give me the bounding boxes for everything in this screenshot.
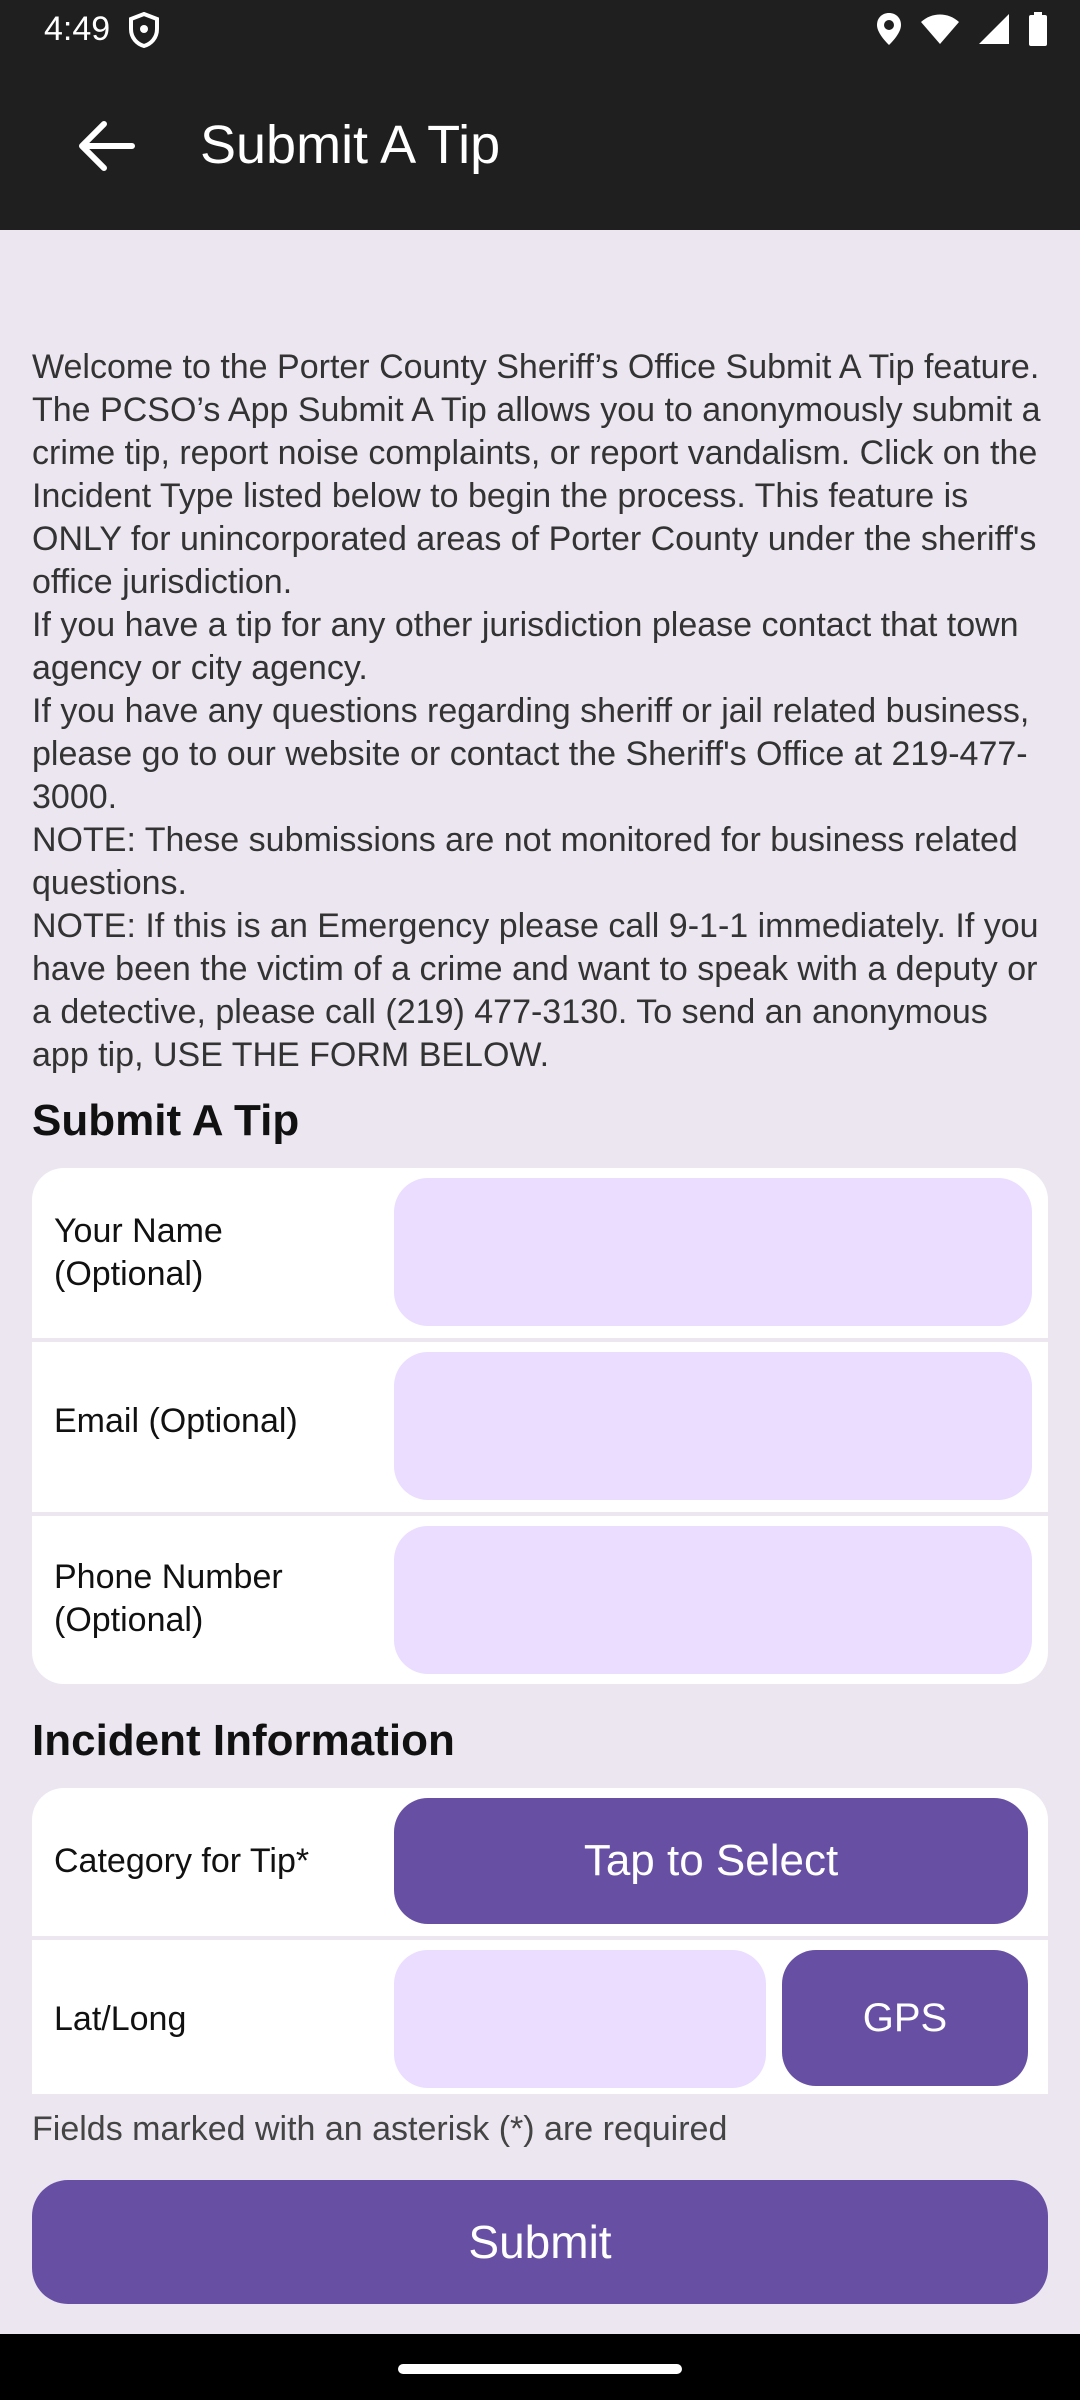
navigation-bar	[0, 2334, 1080, 2400]
phone-row	[32, 1516, 1048, 1684]
intro-text: Welcome to the Porter County Sheriff’s Office Submit A Tip feature. The PCSO’s App Submit A Tip allows you to anonymously submit a crime tip, report noise complaints, or report vandalism. Click on the Incident Type listed below to begin the process. This feature is ONLY for unincorporated areas of Porter County under the sheriff's office jurisdiction. If you have a tip for any other jurisdiction please contact that town agency or city agency. If you have any questions regarding sheriff or jail related business, please go to our website or contact the Sheriff's Office at 219-477-3000. NOTE: These submissions are not monitored for business related questions. NOTE: If this is an Emergency please call 9-1-1 immediately. If you have been the victim of a crime and want to speak with a deputy or a detective, please call (219) 477-3130. To send an anonymous app tip, USE THE FORM BELOW.	[32, 348, 1041, 1074]
phone-label: Phone Number (Optional)	[54, 1558, 283, 1639]
latlong-label: Lat/Long	[54, 2000, 187, 2038]
signal-icon	[978, 13, 1010, 50]
status-bar	[0, 0, 1080, 60]
email-label: Email (Optional)	[54, 1402, 298, 1440]
gps-button[interactable]: GPS	[782, 1950, 1028, 2086]
name-label: Your Name (Optional)	[54, 1212, 223, 1293]
home-gesture-handle[interactable]	[398, 2364, 682, 2374]
incident-section-title: Incident Information	[32, 1716, 455, 1765]
submit-button[interactable]: Submit	[32, 2180, 1048, 2304]
back-button[interactable]	[58, 110, 154, 182]
name-input[interactable]	[394, 1178, 1032, 1326]
required-fields-note: Fields marked with an asterisk (*) are required	[32, 2110, 728, 2148]
page-title: Submit A Tip	[200, 115, 501, 175]
category-label: Category for Tip*	[54, 1842, 310, 1880]
category-select-button[interactable]: Tap to Select	[394, 1798, 1028, 1924]
tip-section-title: Submit A Tip	[32, 1096, 300, 1145]
status-time: 4:49	[44, 10, 111, 48]
arrow-back-icon	[76, 119, 136, 173]
location-icon	[876, 12, 902, 51]
category-row	[32, 1788, 1048, 1934]
name-row	[32, 1168, 1048, 1338]
phone-input[interactable]	[394, 1526, 1032, 1674]
shield-icon	[128, 12, 160, 53]
tip-form-card	[32, 1168, 1048, 1684]
email-input[interactable]	[394, 1352, 1032, 1500]
incident-card	[32, 1788, 1048, 2094]
battery-icon	[1028, 12, 1048, 51]
app-bar	[0, 60, 1080, 230]
wifi-icon	[920, 13, 960, 50]
latlong-row	[32, 1940, 1048, 2094]
latlong-input[interactable]	[394, 1950, 766, 2088]
status-icons	[876, 12, 1048, 51]
email-row	[32, 1342, 1048, 1512]
